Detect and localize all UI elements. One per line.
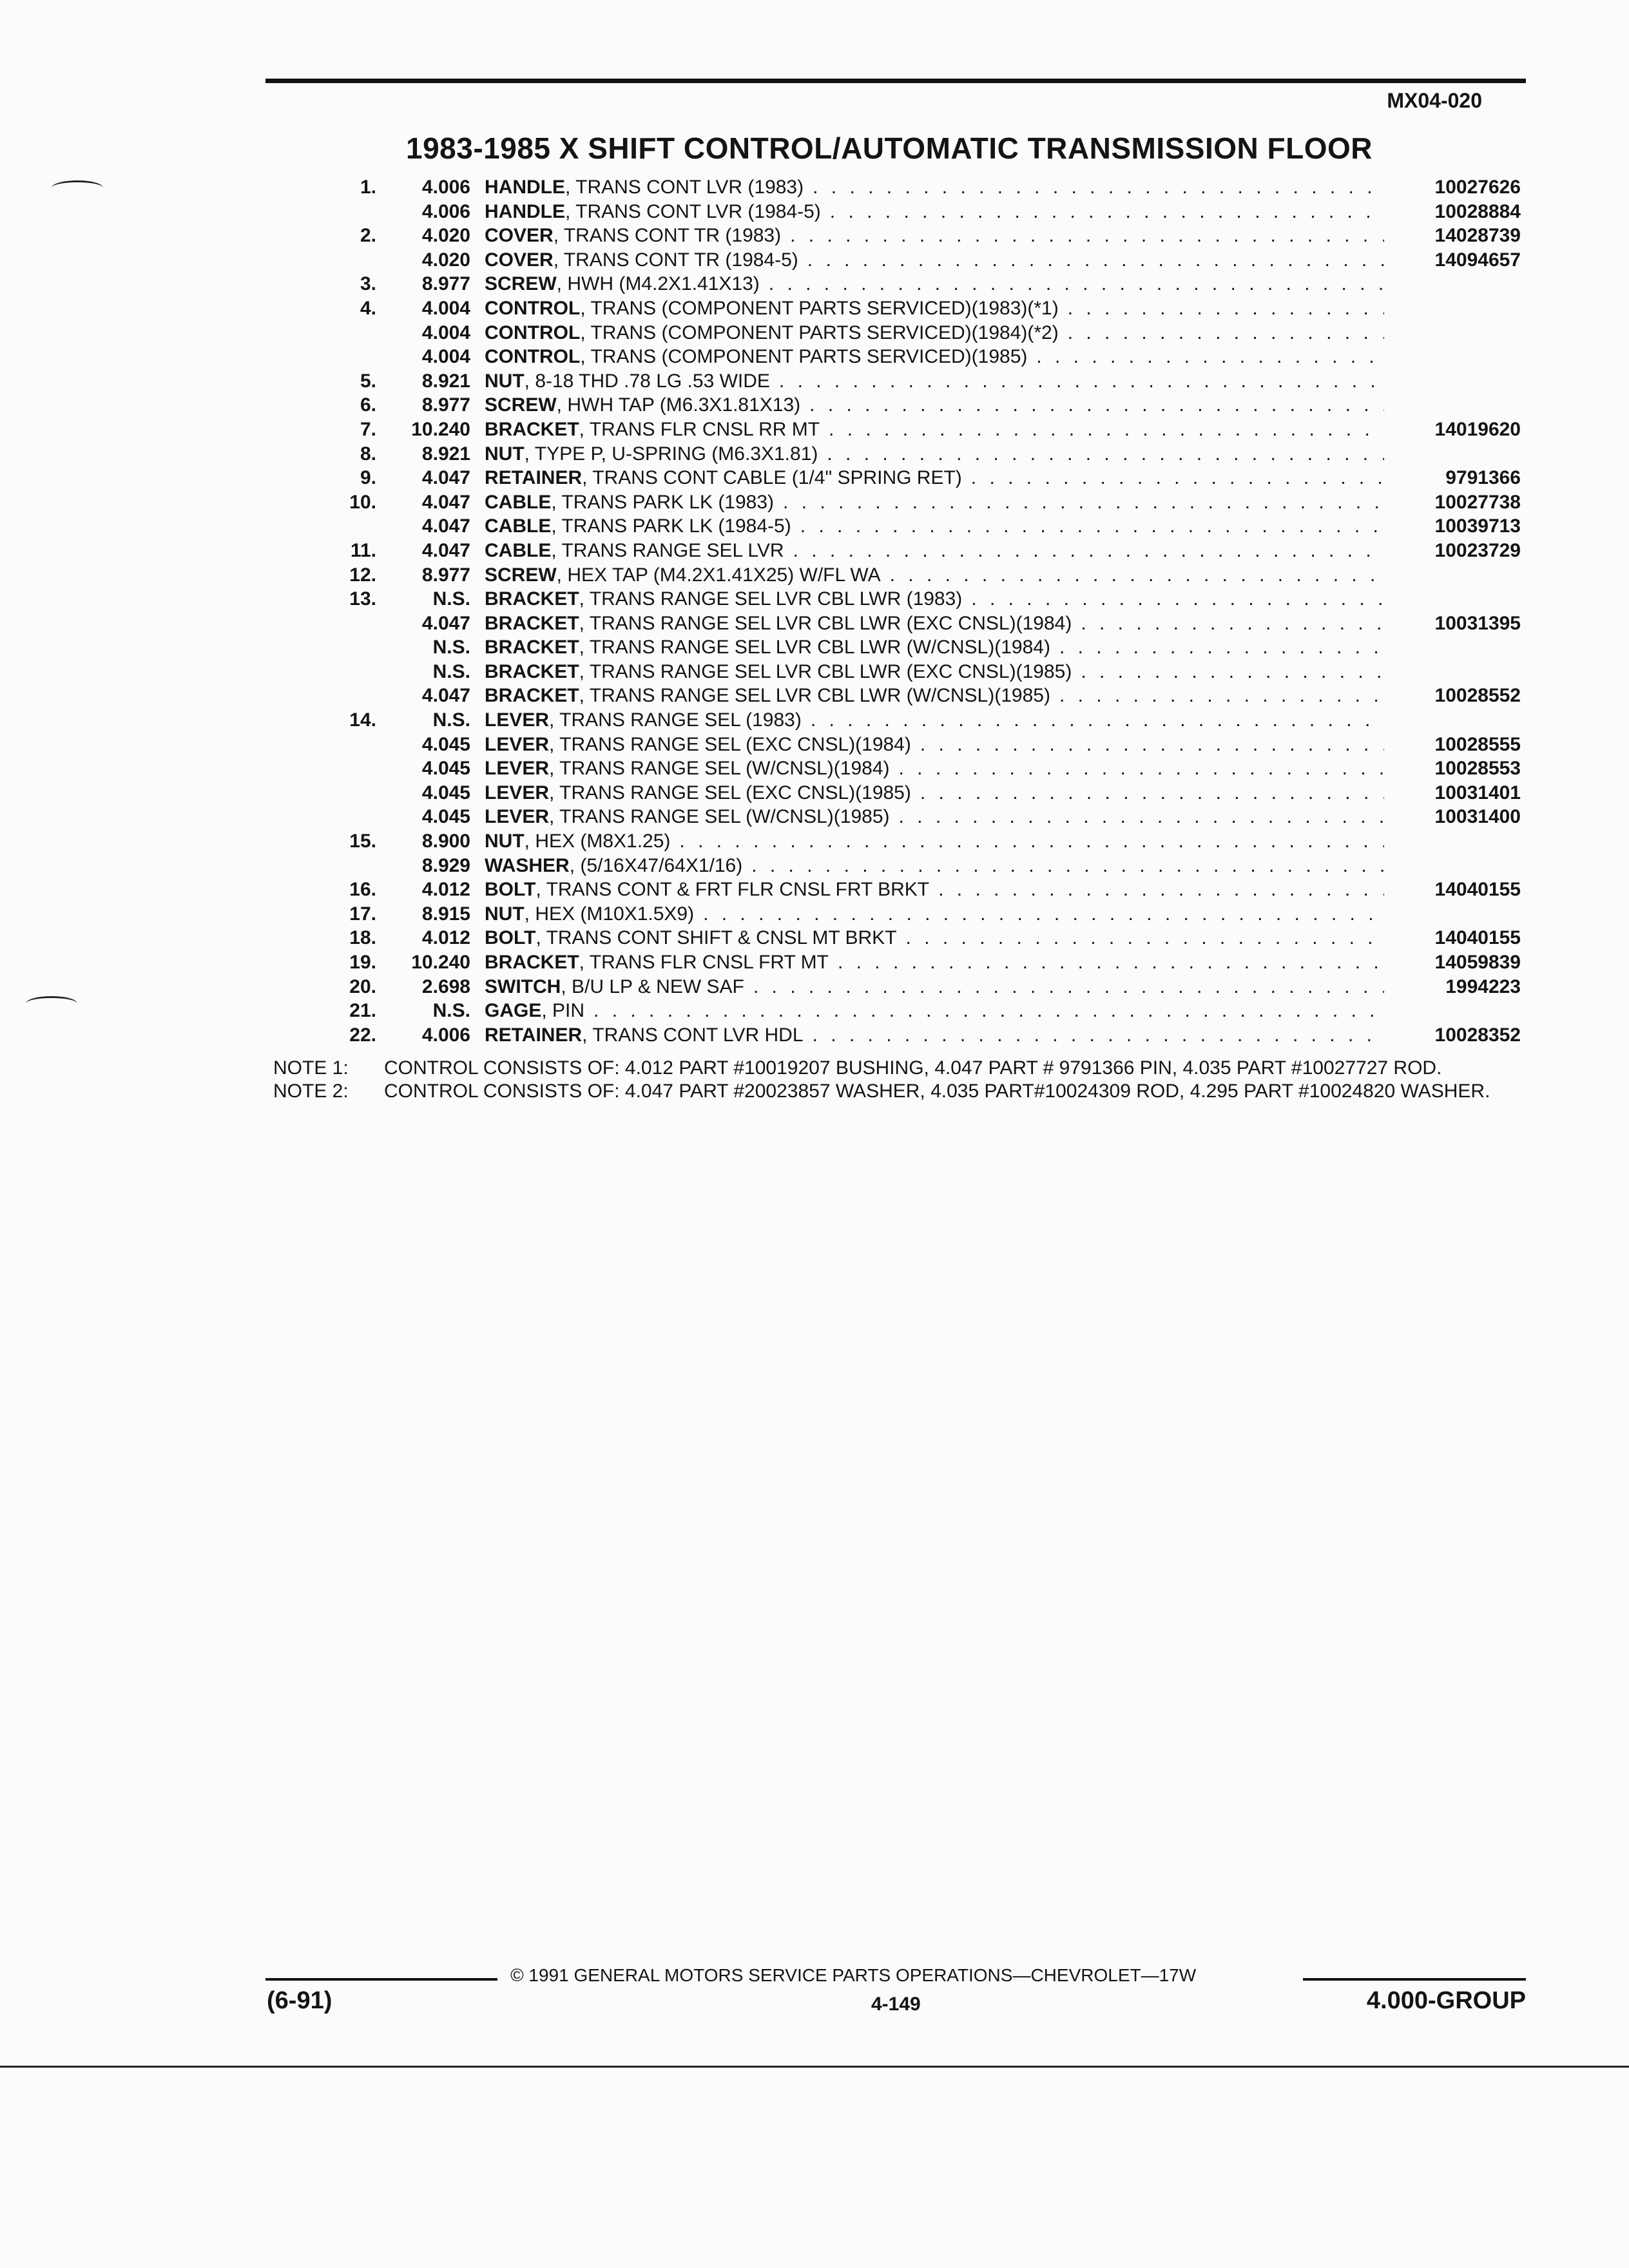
part-description [485,587,1392,611]
part-row [322,466,1521,490]
part-number: 10027626 [1434,177,1521,198]
group-number: 4.004 [421,346,470,368]
parts-list [322,175,1521,1047]
group-number: 10.240 [411,418,470,440]
part-row [322,660,1521,684]
part-description [485,660,1392,684]
item-number: 16. [349,879,376,901]
dot-leader [1036,345,1384,369]
part-description [485,611,1392,636]
footer-rule-right [1303,1978,1526,1981]
group-number: 4.047 [421,515,470,537]
dot-leader [827,442,1384,466]
group-number: 4.006 [421,200,470,222]
dot-leader [920,733,1384,757]
part-number: 1994223 [1445,975,1521,997]
part-row [322,224,1521,248]
part-description [485,466,1392,490]
group-number: 8.977 [421,564,470,586]
dot-leader [938,878,1384,902]
part-spec: , TRANS FLR CNSL FRT MT [579,952,829,973]
part-spec: , TRANS CONT & FRT FLR CNSL FRT BRKT [535,879,930,901]
part-name: CABLE [485,539,552,561]
group-number: 8.900 [421,831,470,852]
part-description [485,369,1392,394]
part-name: BOLT [485,879,536,901]
part-row [322,539,1521,563]
part-spec: , 8-18 THD .78 LG .53 WIDE [524,370,770,392]
part-description [485,200,1392,224]
dot-leader [971,466,1384,490]
part-description [485,1023,1392,1048]
part-spec: , TRANS FLR CNSL RR MT [579,418,820,440]
part-row [322,950,1521,975]
part-spec: , TRANS RANGE SEL LVR CBL LWR (1983) [579,588,963,610]
part-row [322,829,1521,854]
top-rule [265,79,1526,83]
dot-leader [813,1023,1384,1048]
part-description [485,490,1392,515]
part-name: SCREW [485,564,557,586]
part-spec: , TRANS RANGE SEL LVR CBL LWR (EXC CNSL)(1984) [579,612,1072,634]
part-number: 14094657 [1434,249,1521,271]
part-description [485,442,1392,466]
part-spec: , TRANS RANGE SEL LVR [551,539,784,561]
item-number: 11. [350,539,376,561]
group-code: 4.000-GROUP [1366,1987,1526,2014]
part-number: 10028555 [1434,733,1521,755]
dot-leader [807,248,1384,273]
part-row [322,248,1521,273]
group-number: 2.698 [421,975,470,997]
item-number: 5. [360,370,376,392]
group-number: 4.045 [421,806,470,828]
group-number: 4.045 [421,758,470,780]
part-name: NUT [485,831,525,852]
part-spec: , HEX TAP (M4.2X1.41X25) W/FL WA [556,564,881,586]
part-description [485,345,1392,369]
dot-leader [1068,296,1384,321]
part-description [485,829,1392,854]
part-spec: , TRANS CONT TR (1983) [553,225,782,247]
dot-leader [793,539,1384,563]
part-row [322,490,1521,515]
item-number: 9. [360,467,376,489]
part-name: SWITCH [485,975,561,997]
part-row [322,902,1521,927]
part-description [485,708,1392,733]
part-number: 10031395 [1434,612,1521,634]
part-row [322,514,1521,539]
dot-leader [1081,660,1384,684]
margin-mark [26,996,77,1011]
part-spec: , HEX (M10X1.5X9) [524,903,695,925]
part-spec: , TRANS CONT TR (1984-5) [553,249,798,271]
group-number: 4.047 [421,539,470,561]
item-number: 18. [349,927,376,949]
part-name: NUT [485,370,525,392]
dot-leader [971,587,1384,611]
part-number: 10028552 [1434,685,1521,707]
part-spec: , TRANS CONT LVR HDL [582,1024,804,1046]
note-2 [273,1080,1523,1103]
part-row [322,733,1521,757]
part-name: BRACKET [485,660,579,682]
dot-leader [899,805,1385,829]
part-name: RETAINER [485,467,583,489]
part-name: CABLE [485,515,552,537]
group-number: 4.012 [421,927,470,949]
part-name: LEVER [485,782,550,803]
part-name: LEVER [485,806,550,828]
part-description [485,272,1392,296]
part-spec: , TRANS RANGE SEL (1983) [549,709,802,731]
part-row [322,563,1521,588]
part-row [322,369,1521,394]
part-name: NUT [485,443,525,465]
note-label: NOTE 1: [273,1057,349,1079]
dot-leader [829,418,1384,442]
dot-leader [890,563,1384,588]
part-spec: , TRANS RANGE SEL LVR CBL LWR (W/CNSL)(1985) [579,685,1050,707]
part-name: NUT [485,903,525,925]
part-row [322,999,1521,1023]
part-spec: , (5/16X47/64X1/16) [569,854,743,876]
part-row [322,684,1521,708]
part-name: HANDLE [485,177,565,198]
part-row [322,175,1521,200]
part-description [485,539,1392,563]
part-number: 14028739 [1434,225,1521,247]
item-number: 19. [349,952,376,973]
part-row [322,1023,1521,1048]
group-number: 4.045 [421,733,470,755]
part-spec: , TRANS CONT SHIFT & CNSL MT BRKT [535,927,897,949]
dot-leader [783,490,1384,515]
part-row [322,442,1521,466]
part-description [485,514,1392,539]
part-spec: , HWH (M4.2X1.41X13) [556,273,760,295]
part-spec: , TRANS RANGE SEL (W/CNSL)(1985) [549,806,890,828]
item-number: 21. [349,1000,376,1022]
part-description [485,635,1392,660]
group-number: 4.006 [421,177,470,198]
dot-leader [920,781,1384,805]
dot-leader [830,200,1384,224]
part-row [322,418,1521,442]
dot-leader [753,975,1384,999]
part-row [322,926,1521,950]
part-row [322,781,1521,805]
group-number: N.S. [432,709,470,731]
group-number: N.S. [432,660,470,682]
revision-date: (6-91) [267,1987,333,2014]
part-description [485,975,1392,999]
item-number: 8. [360,443,376,465]
part-description [485,224,1392,248]
part-name: RETAINER [485,1024,583,1046]
part-number: 10028553 [1434,758,1521,780]
part-row [322,345,1521,369]
group-number: 8.929 [421,854,470,876]
part-spec: , HWH TAP (M6.3X1.81X13) [556,394,801,416]
group-number: 8.921 [421,370,470,392]
part-name: LEVER [485,758,550,780]
group-number: 4.047 [421,612,470,634]
item-number: 2. [360,225,376,247]
part-row [322,200,1521,224]
part-spec: , TRANS RANGE SEL LVR CBL LWR (EXC CNSL)(1985) [579,660,1072,682]
dot-leader [1059,635,1384,660]
part-description [485,684,1392,708]
part-spec: , TYPE P, U-SPRING (M6.3X1.81) [524,443,818,465]
part-description [485,296,1392,321]
page-number: 4-149 [871,1994,921,2015]
note-label: NOTE 2: [273,1081,349,1102]
note-text: CONTROL CONSISTS OF: 4.047 PART #20023857 WASHER, 4.035 PART#10024309 ROD, 4.295 PART #10024820 WASHER. [384,1081,1490,1102]
dot-leader [1068,321,1384,345]
item-number: 13. [349,588,376,610]
dot-leader [800,514,1384,539]
dot-leader [679,829,1384,854]
group-number: 8.915 [421,903,470,925]
part-spec: , TRANS RANGE SEL (EXC CNSL)(1984) [549,733,911,755]
part-name: CONTROL [485,322,581,343]
part-number: 10039713 [1434,515,1521,537]
part-row [322,878,1521,902]
part-row [322,587,1521,611]
part-description [485,393,1392,418]
part-name: GAGE [485,1000,542,1022]
part-description [485,999,1392,1023]
part-name: BRACKET [485,952,579,973]
group-number: 4.012 [421,879,470,901]
group-number: 4.004 [421,322,470,343]
item-number: 12. [349,564,376,586]
part-name: COVER [485,249,554,271]
item-number: 1. [360,177,376,198]
part-description [485,878,1392,902]
part-description [485,902,1392,927]
dot-leader [1081,611,1384,636]
part-spec: , TRANS PARK LK (1984-5) [551,515,791,537]
part-row [322,975,1521,999]
part-spec: , TRANS RANGE SEL LVR CBL LWR (W/CNSL)(1984) [579,637,1050,658]
group-number: 8.921 [421,443,470,465]
part-number: 10031400 [1434,806,1521,828]
part-name: LEVER [485,709,550,731]
part-spec: , PIN [541,1000,585,1022]
part-spec: , TRANS CONT LVR (1983) [565,177,804,198]
copyright: © 1991 GENERAL MOTORS SERVICE PARTS OPERATIONS—CHEVROLET—17W [510,1965,1197,1985]
group-number: 4.020 [421,225,470,247]
part-description [485,781,1392,805]
dot-leader [811,708,1384,733]
group-number: 4.047 [421,467,470,489]
part-description [485,854,1392,878]
part-description [485,248,1392,273]
part-name: SCREW [485,273,557,295]
group-number: 4.004 [421,297,470,319]
part-number: 9791366 [1445,467,1521,489]
part-description [485,733,1392,757]
dot-leader [906,926,1384,950]
part-row [322,611,1521,636]
group-number: 4.045 [421,782,470,803]
group-number: 4.047 [421,685,470,707]
dot-leader [809,393,1384,418]
dot-leader [703,902,1384,927]
part-row [322,393,1521,418]
part-name: BRACKET [485,685,579,707]
dot-leader [790,224,1384,248]
item-number: 14. [349,709,376,731]
note-text: CONTROL CONSISTS OF: 4.012 PART #10019207 BUSHING, 4.047 PART # 9791366 PIN, 4.035 PART #10027727 ROD. [384,1057,1442,1079]
group-number: N.S. [432,1000,470,1022]
part-description [485,418,1392,442]
part-spec: , TRANS RANGE SEL (EXC CNSL)(1985) [549,782,911,803]
part-name: BRACKET [485,637,579,658]
part-row [322,854,1521,878]
part-row [322,756,1521,781]
part-name: CONTROL [485,346,581,368]
dot-leader [813,175,1384,200]
dot-leader [838,950,1384,975]
part-name: SCREW [485,394,557,416]
part-row [322,272,1521,296]
part-description [485,805,1392,829]
page-title: 1983-1985 X SHIFT CONTROL/AUTOMATIC TRANSMISSION FLOOR [406,131,1373,165]
dot-leader [751,854,1384,878]
part-spec: , TRANS CONT LVR (1984-5) [565,200,821,222]
part-description [485,175,1392,200]
item-number: 15. [349,831,376,852]
group-number: 10.240 [411,952,470,973]
item-number: 4. [360,297,376,319]
footer-rule-left [265,1978,497,1981]
part-name: BOLT [485,927,536,949]
part-row [322,805,1521,829]
group-number: 8.977 [421,273,470,295]
item-number: 3. [360,273,376,295]
part-number: 14059839 [1434,952,1521,973]
item-number: 10. [349,491,376,513]
item-number: 6. [360,394,376,416]
part-number: 14019620 [1434,418,1521,440]
part-row [322,321,1521,345]
item-number: 22. [349,1024,376,1046]
group-number: 4.006 [421,1024,470,1046]
group-number: 4.047 [421,491,470,513]
part-spec: , TRANS RANGE SEL (W/CNSL)(1984) [549,758,890,780]
item-number: 17. [349,903,376,925]
dot-leader [899,756,1385,781]
part-row [322,708,1521,733]
part-name: LEVER [485,733,550,755]
bottom-rule [0,2066,1629,2068]
part-row [322,296,1521,321]
part-name: COVER [485,225,554,247]
part-number: 14040155 [1434,879,1521,901]
note-1 [273,1057,1523,1080]
part-number: 10028352 [1434,1024,1521,1046]
part-name: HANDLE [485,200,565,222]
part-name: BRACKET [485,418,579,440]
notes-section [273,1057,1523,1103]
dot-leader [779,369,1384,394]
margin-mark [52,180,103,195]
dot-leader [593,999,1384,1023]
part-name: CONTROL [485,297,581,319]
part-name: WASHER [485,854,570,876]
part-spec: , TRANS (COMPONENT PARTS SERVICED)(1983)(*1) [580,297,1059,319]
part-number: 10031401 [1434,782,1521,803]
dot-leader [1059,684,1384,708]
group-number: N.S. [432,637,470,658]
part-name: BRACKET [485,612,579,634]
part-spec: , HEX (M8X1.25) [524,831,671,852]
part-row [322,635,1521,660]
part-description [485,950,1392,975]
part-number: 10027738 [1434,491,1521,513]
part-number: 10023729 [1434,539,1521,561]
item-number: 20. [349,975,376,997]
part-name: BRACKET [485,588,579,610]
part-spec: , TRANS CONT CABLE (1/4" SPRING RET) [582,467,962,489]
part-number: 14040155 [1434,927,1521,949]
item-number: 7. [360,418,376,440]
part-name: CABLE [485,491,552,513]
group-number: 8.977 [421,394,470,416]
part-spec: , TRANS (COMPONENT PARTS SERVICED)(1984)(*2) [580,322,1059,343]
part-description [485,321,1392,345]
part-description [485,926,1392,950]
group-number: N.S. [432,588,470,610]
part-description [485,563,1392,588]
document-code: MX04-020 [1387,89,1482,112]
part-number: 10028884 [1434,200,1521,222]
part-spec: , TRANS (COMPONENT PARTS SERVICED)(1985) [580,346,1028,368]
part-spec: , B/U LP & NEW SAF [561,975,744,997]
part-description [485,756,1392,781]
part-spec: , TRANS PARK LK (1983) [551,491,775,513]
dot-leader [769,272,1384,296]
group-number: 4.020 [421,249,470,271]
